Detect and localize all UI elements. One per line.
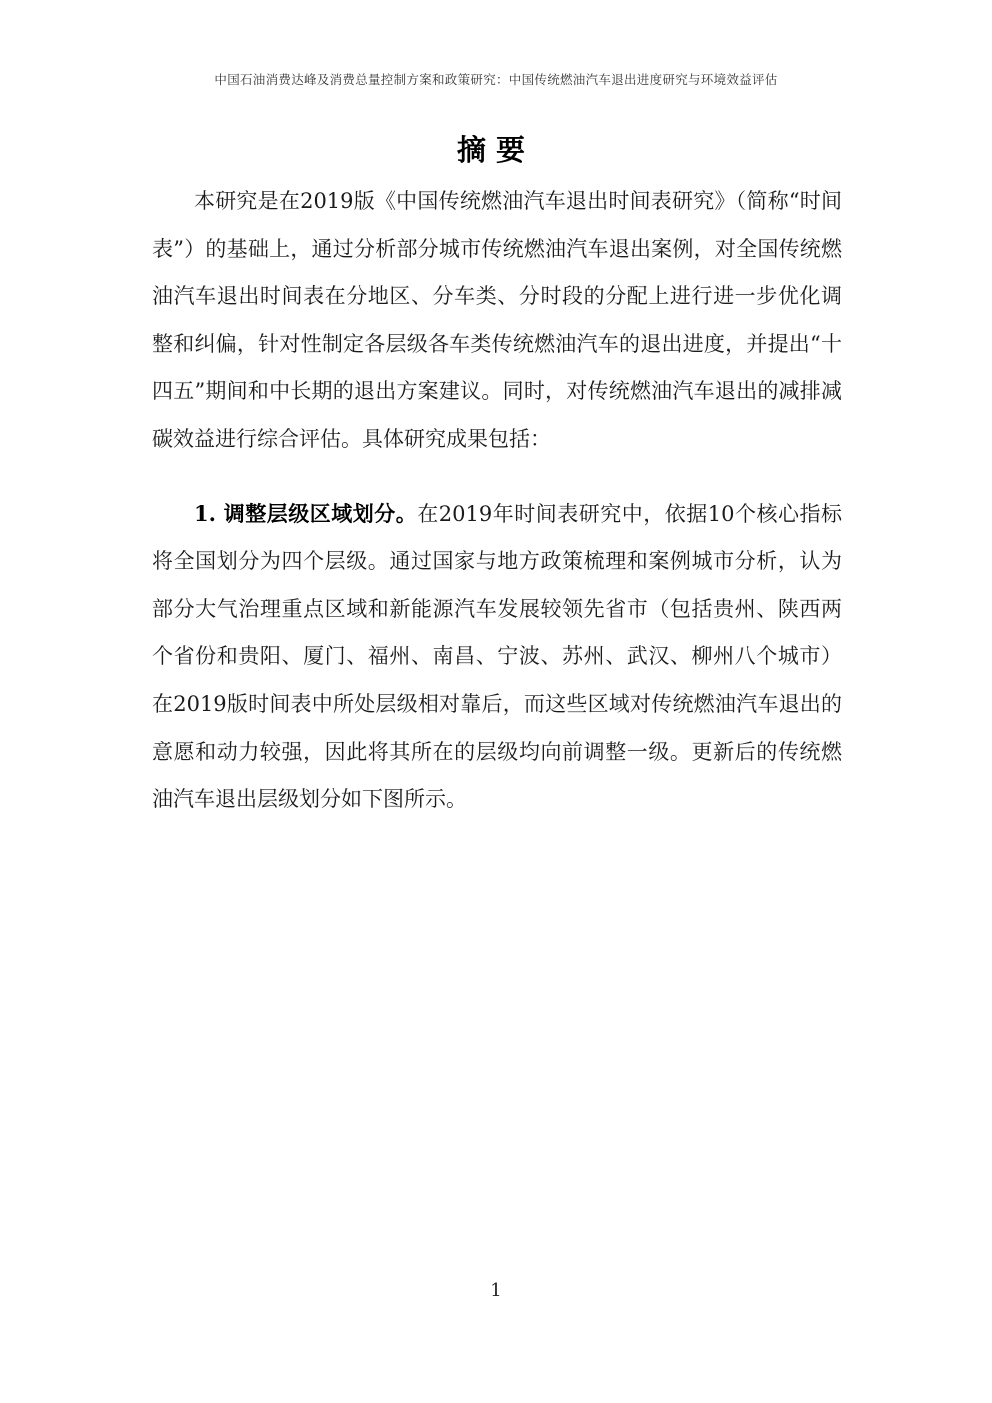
paragraph-intro: 本研究是在2019版《中国传统燃油汽车退出时间表研究》（简称“时间表”）的基础上，通过分析部分城市传统燃油汽车退出案例，对全国传统燃油汽车退出时间表在分地区、分车类、分时段的分配上进行进一步优化调整和纠偏，针对性制定各层级各车类传统燃油汽车的退出进度，并提出“十四五”期间和中长期的退出方案建议。同时，对传统燃油汽车退出的减排减碳效益进行综合评估。具体研究成果包括：	[152, 189, 842, 451]
page-title: 摘要	[456, 133, 535, 167]
section-1-text: 在2019年时间表研究中，依据10个核心指标将全国划分为四个层级。通过国家与地方政策梳理和案例城市分析，认为部分大气治理重点区域和新能源汽车发展较领先省市（包括贵州、陕西两个省份和贵阳、厦门、福州、南昌、宁波、苏州、武汉、柳州八个城市）在2019版时间表中所处层级相对靠后，而这些区域对传统燃油汽车退出的意愿和动力较强，因此将其所在的层级均向前调整一级。更新后的传统燃油汽车退出层级划分如下图所示。	[152, 501, 843, 812]
body-text	[152, 178, 842, 824]
section-1-heading: 1. 调整层级区域划分。	[194, 500, 418, 526]
paragraph-section-1	[152, 490, 842, 824]
page-number: 1	[490, 1280, 502, 1301]
running-header: 中国石油消费达峰及消费总量控制方案和政策研究：中国传统燃油汽车退出进度研究与环境效益评估	[214, 72, 778, 87]
